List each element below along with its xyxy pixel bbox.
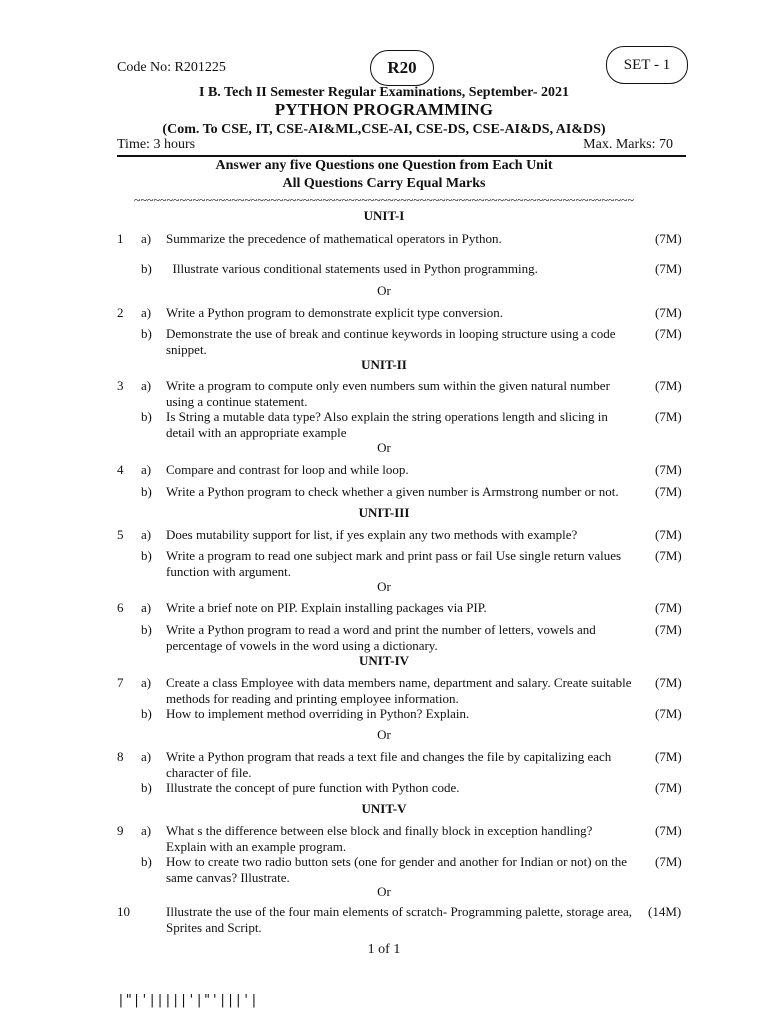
question-number: 2	[117, 305, 124, 320]
question-marks: (7M)	[655, 675, 682, 690]
or-separator: Or	[377, 884, 391, 899]
question-marks: (7M)	[655, 326, 682, 341]
question-part: b)	[141, 261, 152, 276]
instruction-2: All Questions Carry Equal Marks	[282, 176, 486, 191]
header-rule	[117, 155, 686, 157]
question-text: Illustrate the concept of pure function with Python code.	[166, 780, 460, 795]
question-part: a)	[141, 675, 152, 690]
exam-title: I B. Tech II Semester Regular Examinations, September- 2021	[199, 85, 569, 100]
question-text: How to create two radio button sets (one for gender and another for Indian or not) on the same canvas? Illustrate.	[166, 854, 627, 885]
question-number: 9	[117, 823, 124, 838]
subject-title: PYTHON PROGRAMMING	[274, 100, 494, 119]
question-marks: (7M)	[655, 261, 682, 276]
question-text: Does mutability support for list, if yes explain any two methods with example?	[166, 527, 578, 542]
question-number: 5	[117, 527, 124, 542]
question-marks: (7M)	[655, 706, 682, 721]
question-text: Write a Python program to read a word and print the number of letters, vowels and percentage of vowels in the word using a dictionary.	[166, 622, 596, 653]
question-number: 6	[117, 600, 124, 615]
question-text: Write a Python program to check whether a given number is Armstrong number or not.	[166, 484, 619, 499]
question-part: a)	[141, 305, 152, 320]
instruction-1: Answer any five Questions one Question from Each Unit	[215, 158, 553, 173]
question-text: Is String a mutable data type? Also explain the string operations length and slicing in detail with an appropriate example	[166, 409, 608, 440]
or-separator: Or	[377, 579, 391, 594]
question-number: 1	[117, 231, 124, 246]
question-part: a)	[141, 823, 152, 838]
question-part: a)	[141, 527, 152, 542]
question-text: What s the difference between else block and finally block in exception handling? Explain with an example program.	[166, 823, 593, 854]
question-text: Write a program to read one subject mark and print pass or fail Use single return values function with argument.	[166, 548, 622, 579]
question-text: Illustrate the use of the four main elements of scratch- Programming palette, storage area, Sprites and Script.	[166, 904, 633, 935]
question-text: Illustrate various conditional statements used in Python programming.	[166, 261, 538, 276]
question-text: Summarize the precedence of mathematical operators in Python.	[166, 231, 502, 246]
unit-heading: UNIT-IV	[358, 653, 410, 668]
question-part: a)	[141, 600, 152, 615]
question-part: b)	[141, 409, 152, 424]
question-marks: (7M)	[655, 231, 682, 246]
question-part: a)	[141, 231, 152, 246]
question-marks: (7M)	[655, 462, 682, 477]
question-marks: (7M)	[655, 622, 682, 637]
set-badge: SET - 1	[606, 46, 688, 84]
question-marks: (7M)	[655, 823, 682, 838]
or-separator: Or	[377, 727, 391, 742]
question-marks: (14M)	[648, 904, 682, 919]
question-text: Write a Python program that reads a text file and changes the file by capitalizing each character of file.	[166, 749, 612, 780]
question-number: 3	[117, 378, 124, 393]
code-number: Code No: R201225	[117, 60, 226, 75]
barcode-text: |"|'|||||'|"'|||'|	[117, 993, 258, 1008]
question-marks: (7M)	[655, 780, 682, 795]
question-part: b)	[141, 854, 152, 869]
question-part: b)	[141, 484, 152, 499]
question-marks: (7M)	[655, 854, 682, 869]
question-part: a)	[141, 462, 152, 477]
question-number: 7	[117, 675, 124, 690]
question-part: b)	[141, 706, 152, 721]
question-number: 8	[117, 749, 124, 764]
question-marks: (7M)	[655, 378, 682, 393]
unit-heading: UNIT-V	[361, 801, 407, 816]
question-marks: (7M)	[655, 484, 682, 499]
question-text: Demonstrate the use of break and continue keywords in looping structure using a code snippet.	[166, 326, 616, 357]
unit-heading: UNIT-II	[361, 357, 407, 372]
unit-heading: UNIT-III	[358, 505, 410, 520]
question-text: Write a program to compute only even numbers sum within the given natural number using a continue statement.	[166, 378, 610, 409]
exam-time: Time: 3 hours	[117, 137, 196, 152]
question-text: Compare and contrast for loop and while loop.	[166, 462, 409, 477]
question-part: a)	[141, 378, 152, 393]
or-separator: Or	[377, 440, 391, 455]
question-marks: (7M)	[655, 305, 682, 320]
or-separator: Or	[377, 283, 391, 298]
question-marks: (7M)	[655, 749, 682, 764]
question-marks: (7M)	[655, 600, 682, 615]
question-text: How to implement method overriding in Python? Explain.	[166, 706, 470, 721]
question-text: Write a brief note on PIP. Explain installing packages via PIP.	[166, 600, 487, 615]
question-number: 4	[117, 462, 124, 477]
question-part: b)	[141, 622, 152, 637]
question-marks: (7M)	[655, 548, 682, 563]
regulation-badge: R20	[370, 50, 434, 86]
question-part: b)	[141, 326, 152, 341]
question-part: a)	[141, 749, 152, 764]
question-marks: (7M)	[655, 527, 682, 542]
page-number: 1 of 1	[367, 942, 401, 957]
separator-line: ~~~~~~~~~~~~~~~~~~~~~~~~~~~~~~~~~~~~~~~~~~~~~~~~~~~~~~~~~~~~~~~~~~~~~~~~~~~~~	[134, 193, 634, 207]
branches: (Com. To CSE, IT, CSE-AI&ML,CSE-AI, CSE-DS, CSE-AI&DS, AI&DS)	[162, 122, 606, 137]
question-number: 10	[117, 904, 130, 919]
question-text: Create a class Employee with data members name, department and salary. Create suitable methods for reading and printing employee information.	[166, 675, 632, 706]
unit-heading: UNIT-I	[363, 208, 405, 223]
question-part: b)	[141, 548, 152, 563]
question-marks: (7M)	[655, 409, 682, 424]
question-text: Write a Python program to demonstrate explicit type conversion.	[166, 305, 504, 320]
question-part: b)	[141, 780, 152, 795]
max-marks: Max. Marks: 70	[583, 137, 673, 152]
